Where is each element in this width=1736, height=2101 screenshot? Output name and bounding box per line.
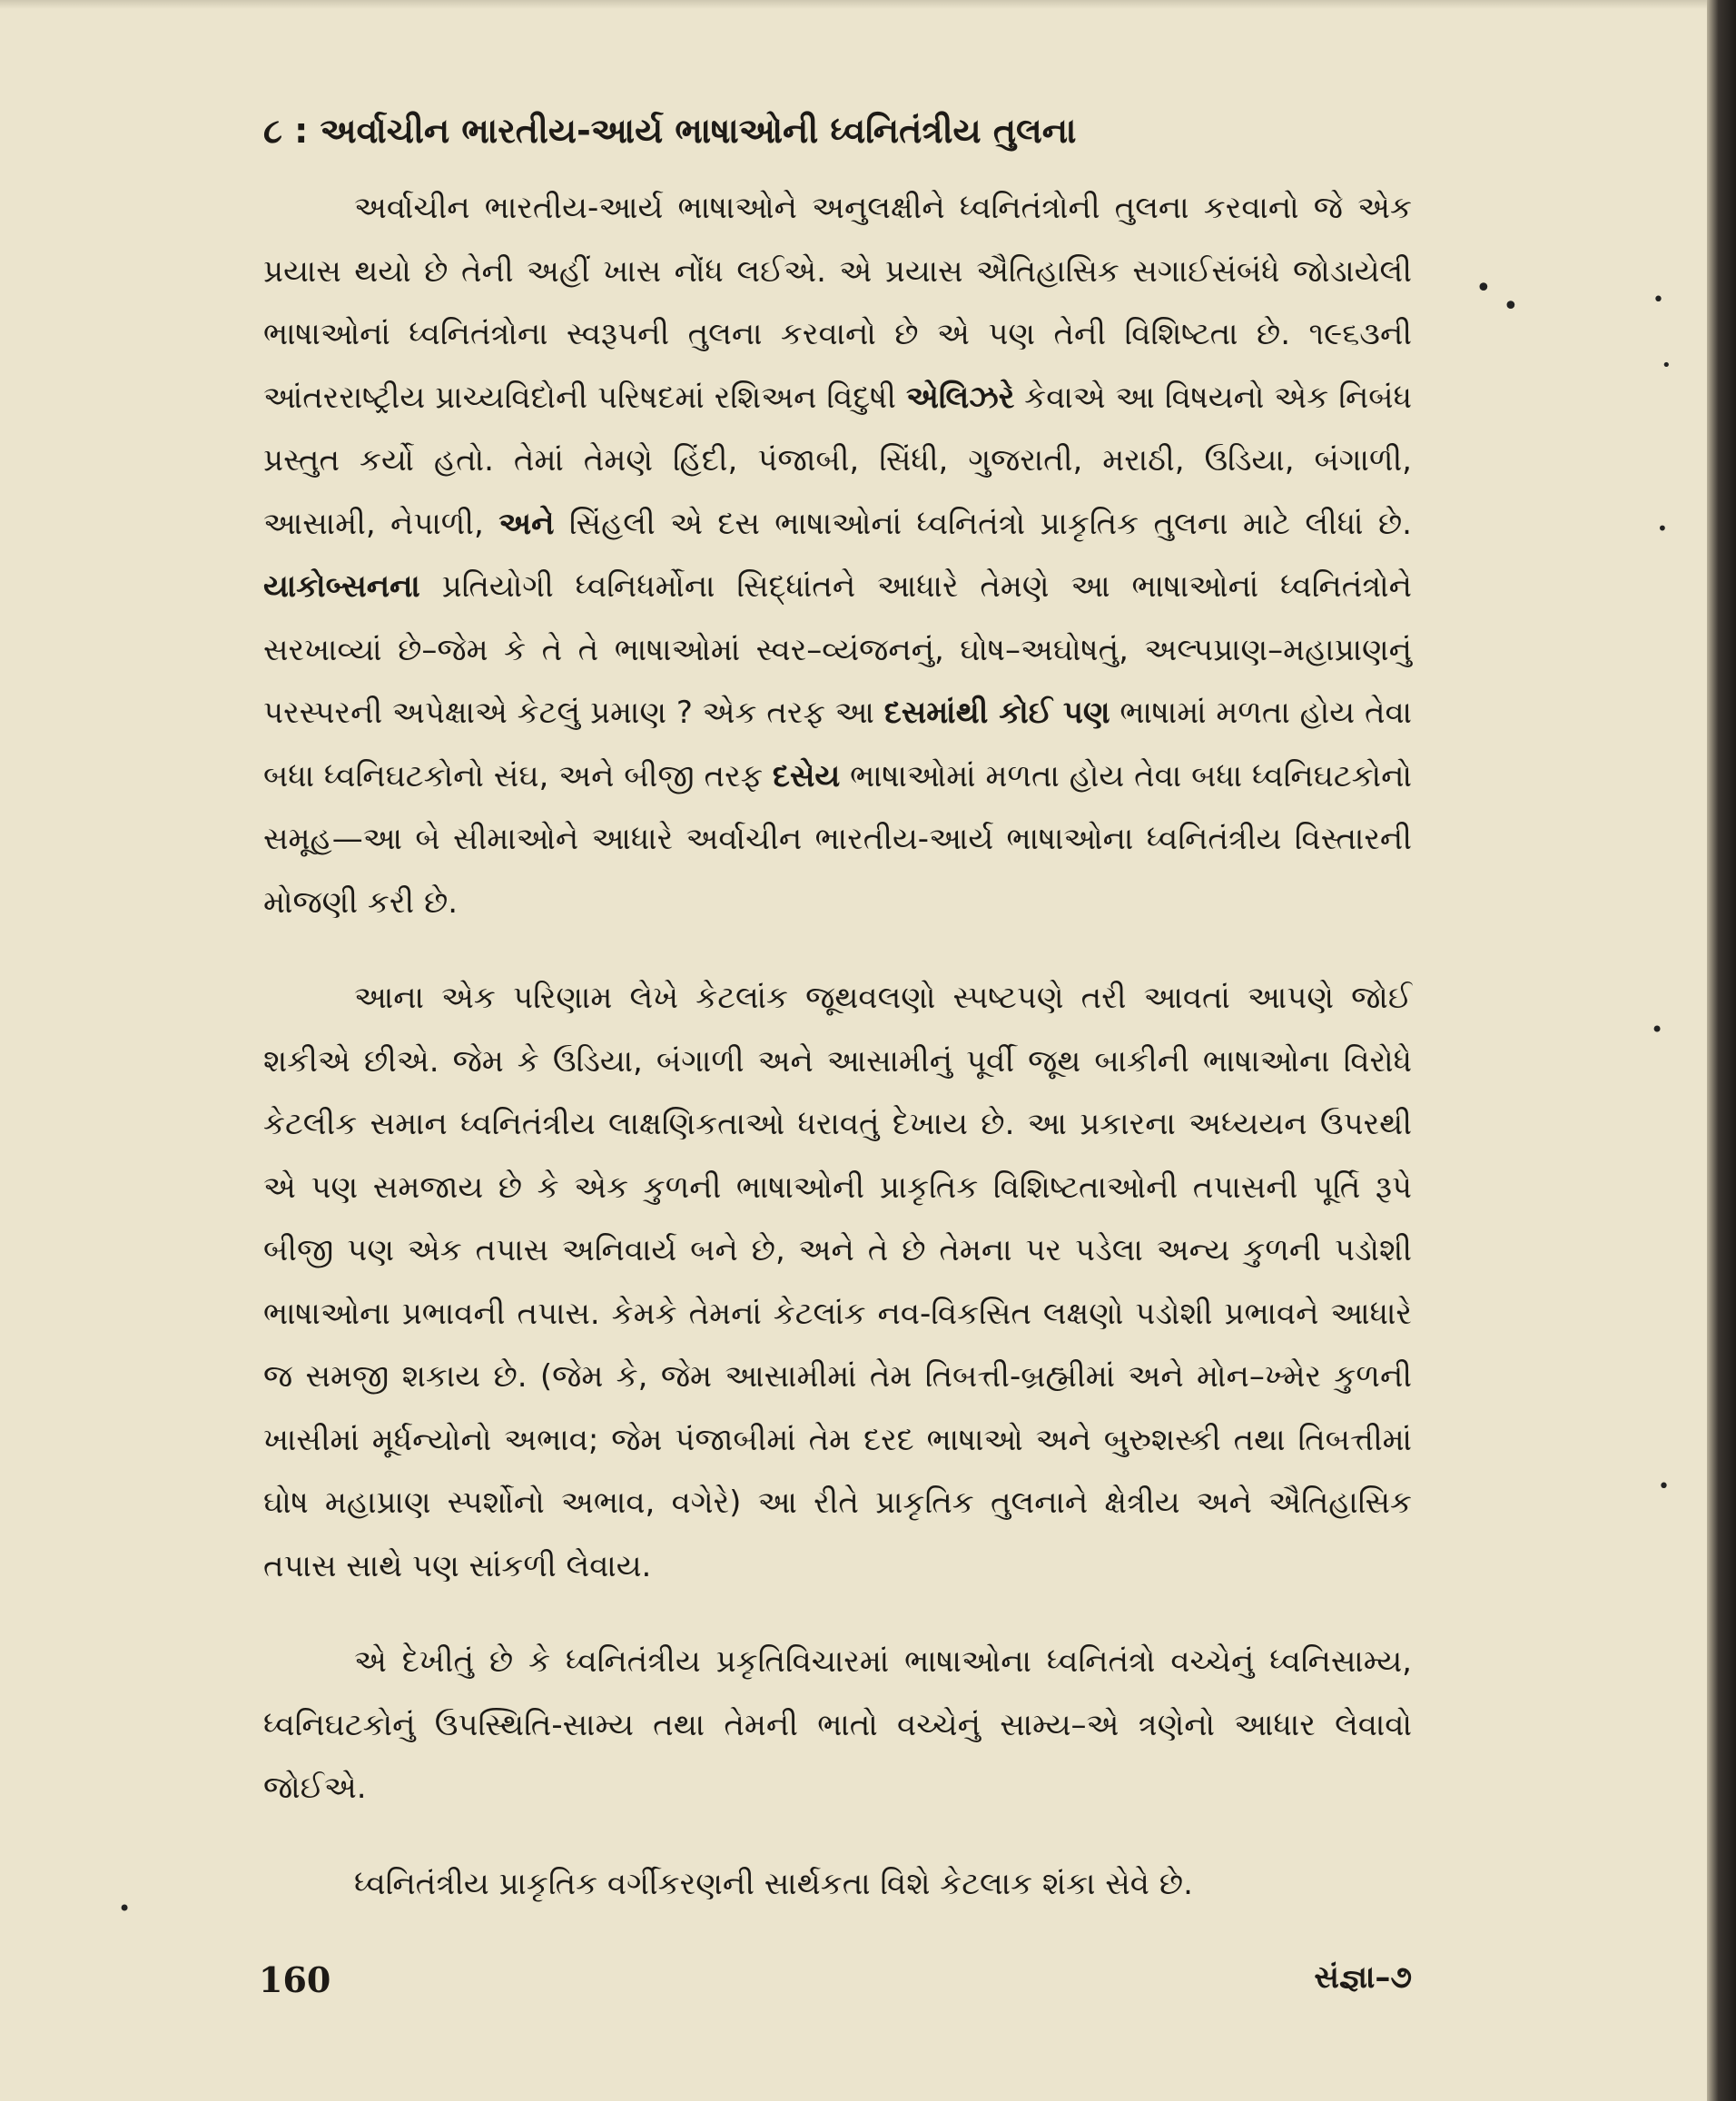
margin-speck: • [1503,291,1519,322]
page-top-edge [0,0,1707,9]
margin-speck: • [1662,356,1672,375]
margin-speck: • [1657,518,1668,539]
paragraph-3: એ દેખીતું છે કે ધ્વનિતંત્રીય પ્રકૃતિવિચારમાં ભાષાઓના ધ્વનિતંત્રો વચ્ચેનું ધ્વનિસામ્ય, ધ્વનિઘટકોનું ઉપસ્થિતિ-સામ્ય તથા તેમની ભાતો વચ્ચેનું સામ્ય–એ ત્રણેનો આધાર લેવાવો જોઈએ. [263,1643,1412,1807]
page-content [263,109,1412,1948]
paragraph-4: ધ્વનિતંત્રીય પ્રાકૃતિક વર્ગીકરણની સાર્થકતા વિશે કેટલાક શંકા સેવે છે. [354,1865,1193,1902]
paragraph-1 [263,177,1412,934]
margin-speck: • [1475,272,1492,304]
margin-speck: • [1652,289,1664,311]
margin-speck: • [118,1896,132,1921]
margin-speck: • [1658,1475,1670,1498]
paragraph-1-bold-b: અને [498,505,555,542]
paragraph-1-text-b: કેવાએ આ વિષયનો એક નિબંધ પ્રસ્તુત કર્યો હતો. તેમાં તેમણે હિંદી, પંજાબી, સિંધી, ગુજરાતી, મરાઠી, ઉડિયા, બંગાળી, આસામી, નેપાળી, [263,379,1413,542]
paragraph-1-bold-a: એલિઝરે [906,379,1015,416]
book-spine-edge [1707,0,1736,2101]
margin-speck: • [1651,1017,1664,1042]
paragraph-1-text-a: અર્વાચીન ભારતીય-આર્ય ભાષાઓને અનુલક્ષીને ધ્વનિતંત્રોની તુલના કરવાનો જે એક પ્રયાસ થયો છે તેની અહીં ખાસ નોંધ લઈએ. એ પ્રયાસ ઐતિહાસિક સગાઈસંબંધે જોડાયેલી ભાષાઓનાં ધ્વનિતંત્રોના સ્વરૂપની તુલના કરવાનો છે એ પણ તેની વિશિષ્ટતા છે. ૧૯૬૩ની આંતરરાષ્ટ્રીય પ્રાચ્યવિદોની પરિષદમાં રશિઅન વિદુષી [263,190,1412,416]
paragraph-1-bold-e: દસેય [772,757,841,794]
section-heading: ૮ : અર્વાચીન ભારતીય-આર્ય ભાષાઓની ધ્વનિતંત્રીય તુલના [263,111,1077,151]
paragraph-1-bold-c: યાકોબ્સનના [263,568,420,606]
paragraph-1-text-c: સિંહલી એ દસ ભાષાઓનાં ધ્વનિતંત્રો પ્રાકૃતિક તુલના માટે લીધાં છે. [568,505,1412,542]
paragraph-1-text-d: પ્રતિયોગી ધ્વનિધર્મોના સિદ્ધાંતને આધારે તેમણે આ ભાષાઓનાં ધ્વનિતંત્રોને સરખાવ્યાં છે–જેમ કે તે તે ભાષાઓમાં સ્વર–વ્યંજનનું, ઘોષ–અઘોષતું, અલ્પપ્રાણ–મહાપ્રાણનું પરસ્પરની અપેક્ષાએ કેટલું પ્રમાણ ? એક તરફ આ [263,568,1412,732]
paragraph-1-text-e: ભાષામાં મળતા હોય તેવા બધા ધ્વનિઘટકોનો સંઘ, અને બીજી તરફ [263,695,1413,794]
paragraph-1-text-f: ભાષાઓમાં મળતા હોય તેવા બધા ધ્વનિઘટકોનો સમૂહ—આ બે સીમાઓને આધારે અર્વાચીન ભારતીય-આર્ય ભાષાઓના ધ્વનિતંત્રીય વિસ્તારની મોજણી કરી છે. [263,757,1412,921]
signature-mark: સંજ્ઞા–૭ [1314,1959,1412,1996]
page-number: 160 [259,1959,331,2000]
paragraph-1-bold-d: દસમાંથી કોઈ પણ [883,695,1110,732]
paragraph-2: આના એક પરિણામ લેખે કેટલાંક જૂથવલણો સ્પષ્ટપણે તરી આવતાં આપણે જોઈ શકીએ છીએ. જેમ કે ઉડિયા, બંગાળી અને આસામીનું પૂર્વી જૂથ બાકીની ભાષાઓના વિરોધે કેટલીક સમાન ધ્વનિતંત્રીય લાક્ષણિકતાઓ ધરાવતું દેખાય છે. આ પ્રકારના અધ્યયન ઉપરથી એ પણ સમજાય છે કે એક કુળની ભાષાઓની પ્રાકૃતિક વિશિષ્ટતાઓની તપાસની પૂર્તિ રૂપે બીજી પણ એક તપાસ અનિવાર્ય બને છે, અને તે છે તેમના પર પડેલા અન્ય કુળની પડોશી ભાષાઓના પ્રભાવની તપાસ. કેમકે તેમનાં કેટલાંક નવ-વિકસિત લક્ષણો પડોશી પ્રભાવને આધારે જ સમજી શકાય છે. (જેમ કે, જેમ આસામીમાં તેમ તિબત્તી-બ્રહ્મીમાં અને મોન–ખ્મેર કુળની ખાસીમાં મૂર્ધન્યોનો અભાવ; જેમ પંજાબીમાં તેમ દરદ ભાષાઓ અને બુરુશસ્કી તથા તિબત્તીમાં ઘોષ મહાપ્રાણ સ્પર્શોનો અભાવ, વગેરે) આ રીતે પ્રાકૃતિક તુલનાને ક્ષેત્રીય અને ઐતિહાસિક તપાસ સાથે પણ સાંકળી લેવાય. [263,980,1412,1584]
